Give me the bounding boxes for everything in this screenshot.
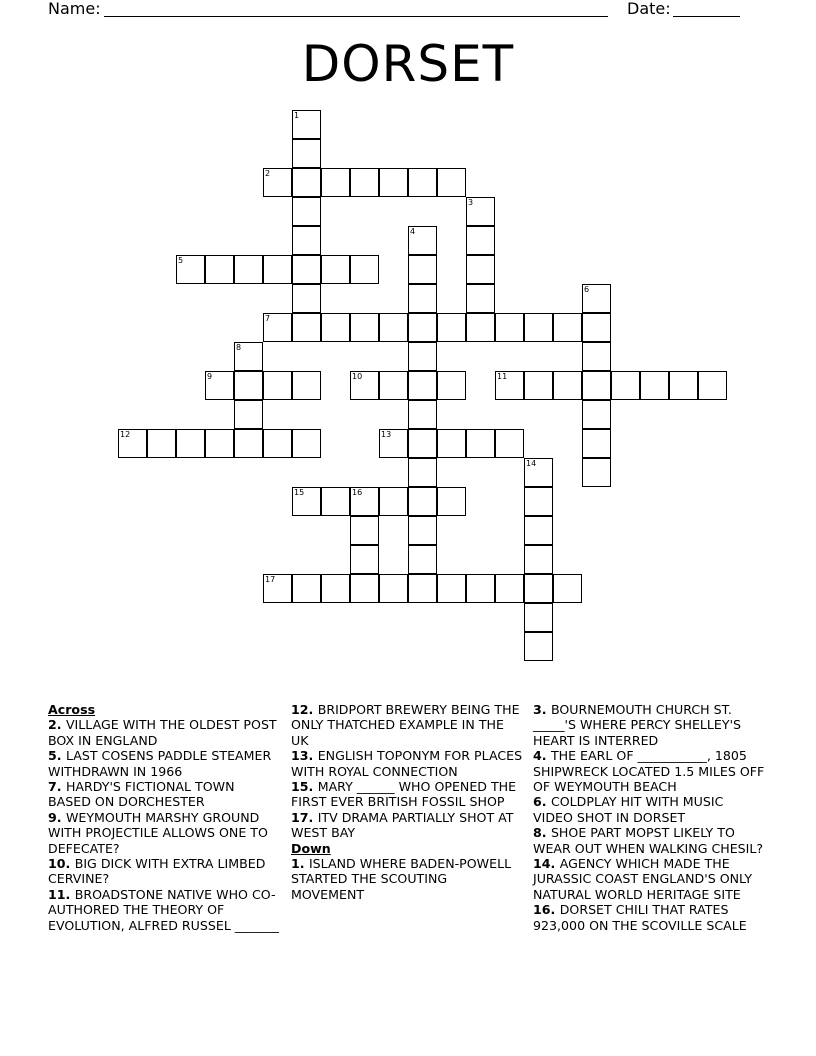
crossword-cell[interactable] — [408, 516, 437, 545]
clue-number: 2 — [265, 169, 271, 178]
clue-number: 11 — [497, 372, 508, 381]
crossword-cell[interactable] — [582, 371, 611, 400]
clue-number: 5 — [178, 256, 184, 265]
across-clue — [291, 702, 523, 748]
clue-text: ENGLISH TOPONYM FOR PLACES WITH ROYAL CONNECTION — [291, 748, 523, 779]
crossword-cell[interactable] — [263, 313, 292, 342]
clue-number-label: 1. — [291, 856, 309, 872]
clue-text: DORSET CHILI THAT RATES 923,000 ON THE SCOVILLE SCALE — [533, 902, 747, 933]
crossword-cell[interactable] — [408, 313, 437, 342]
clue-number-label: 8. — [533, 825, 551, 841]
crossword-cell[interactable] — [466, 226, 495, 255]
clue-number-label: 2. — [48, 717, 66, 733]
crossword-cell[interactable] — [234, 371, 263, 400]
crossword-cell[interactable] — [408, 226, 437, 255]
crossword-cell[interactable] — [437, 371, 466, 400]
down-clue — [291, 856, 523, 902]
clue-text: AGENCY WHICH MADE THE JURASSIC COAST ENGLAND'S ONLY NATURAL WORLD HERITAGE SITE — [533, 856, 753, 902]
crossword-cell[interactable] — [408, 458, 437, 487]
crossword-cell[interactable] — [350, 574, 379, 603]
name-label: Name: — [48, 0, 101, 18]
crossword-cell[interactable] — [524, 516, 553, 545]
crossword-cell[interactable] — [408, 400, 437, 429]
crossword-cell[interactable] — [321, 313, 350, 342]
clue-number-label: 6. — [533, 794, 551, 810]
crossword-cell[interactable] — [321, 255, 350, 284]
crossword-cell[interactable] — [263, 255, 292, 284]
clue-number: 17 — [265, 575, 276, 584]
crossword-cell[interactable] — [611, 371, 640, 400]
crossword-cell[interactable] — [408, 342, 437, 371]
down-clue — [533, 748, 765, 794]
across-clue — [48, 717, 280, 748]
crossword-cell[interactable] — [408, 371, 437, 400]
crossword-cell[interactable] — [524, 603, 553, 632]
crossword-cell[interactable] — [466, 574, 495, 603]
crossword-cell[interactable] — [292, 197, 321, 226]
clue-number: 8 — [236, 343, 242, 352]
crossword-cell[interactable] — [205, 371, 234, 400]
clue-number-label: 5. — [48, 748, 66, 764]
clue-number-label: 17. — [291, 809, 318, 825]
clue-text: THE EARL OF ___________, 1805 SHIPWRECK LOCATED 1.5 MILES OFF OF WEYMOUTH BEACH — [533, 748, 765, 795]
crossword-cell[interactable] — [495, 574, 524, 603]
crossword-cell[interactable] — [553, 574, 582, 603]
clue-column-1 — [48, 702, 280, 933]
clue-number-label: 7. — [48, 779, 66, 795]
clue-number-label: 15. — [291, 779, 318, 795]
crossword-cell[interactable] — [292, 226, 321, 255]
clue-number: 13 — [381, 430, 392, 439]
crossword-cell[interactable] — [292, 139, 321, 168]
crossword-cell[interactable] — [350, 255, 379, 284]
crossword-cell[interactable] — [698, 371, 727, 400]
crossword-cell[interactable] — [379, 574, 408, 603]
crossword-cell[interactable] — [437, 574, 466, 603]
crossword-cell[interactable] — [495, 429, 524, 458]
clue-number-label: 16. — [533, 902, 560, 918]
crossword-cell[interactable] — [263, 168, 292, 197]
across-clue — [48, 748, 280, 779]
crossword-cell[interactable] — [205, 429, 234, 458]
clue-number-label: 10. — [48, 856, 75, 872]
clue-heading: Across — [48, 702, 96, 717]
crossword-cell[interactable] — [582, 429, 611, 458]
crossword-cell[interactable] — [582, 284, 611, 313]
clue-text: VILLAGE WITH THE OLDEST POST BOX IN ENGLAND — [48, 717, 277, 748]
clue-text: SHOE PART MOPST LIKELY TO WEAR OUT WHEN WALKING CHESIL? — [533, 825, 764, 856]
across-clue — [48, 810, 280, 856]
crossword-cell[interactable] — [466, 313, 495, 342]
down-clue — [533, 702, 765, 748]
crossword-cell[interactable] — [176, 255, 205, 284]
across-clue — [48, 856, 280, 887]
crossword-cell[interactable] — [292, 168, 321, 197]
crossword-cell[interactable] — [466, 429, 495, 458]
crossword-cell[interactable] — [640, 371, 669, 400]
clue-text: BIG DICK WITH EXTRA LIMBED CERVINE? — [48, 856, 266, 887]
crossword-cell[interactable] — [408, 545, 437, 574]
crossword-cell[interactable] — [321, 574, 350, 603]
crossword-cell[interactable] — [350, 313, 379, 342]
crossword-cell[interactable] — [379, 313, 408, 342]
across-clue — [291, 810, 523, 841]
crossword-cell[interactable] — [669, 371, 698, 400]
crossword-cell[interactable] — [292, 371, 321, 400]
clue-number: 9 — [207, 372, 213, 381]
crossword-cell[interactable] — [176, 429, 205, 458]
crossword-cell[interactable] — [582, 400, 611, 429]
clue-text: BROADSTONE NATIVE WHO CO-AUTHORED THE THEORY OF EVOLUTION, ALFRED RUSSEL _______ — [48, 886, 279, 933]
crossword-cell[interactable] — [466, 284, 495, 313]
crossword-cell[interactable] — [350, 168, 379, 197]
clue-number-label: 14. — [533, 856, 560, 872]
crossword-cell[interactable] — [350, 545, 379, 574]
crossword-cell[interactable] — [234, 342, 263, 371]
crossword-cell[interactable] — [495, 371, 524, 400]
crossword-cell[interactable] — [437, 429, 466, 458]
crossword-cell[interactable] — [524, 487, 553, 516]
crossword-cell[interactable] — [466, 255, 495, 284]
crossword-cell[interactable] — [350, 371, 379, 400]
across-clue — [48, 887, 280, 933]
date-label: Date: — [627, 0, 671, 18]
crossword-cell[interactable] — [321, 487, 350, 516]
crossword-cell[interactable] — [524, 545, 553, 574]
crossword-cell[interactable] — [263, 371, 292, 400]
clue-column-2 — [291, 702, 523, 902]
clue-number-label: 9. — [48, 809, 66, 825]
crossword-cell[interactable] — [408, 429, 437, 458]
clue-number: 6 — [584, 285, 590, 294]
crossword-cell[interactable] — [524, 313, 553, 342]
clue-number-label: 3. — [533, 702, 551, 717]
crossword-cell[interactable] — [379, 487, 408, 516]
crossword-cell[interactable] — [437, 487, 466, 516]
crossword-cell[interactable] — [350, 487, 379, 516]
clue-text: COLDPLAY HIT WITH MUSIC VIDEO SHOT IN DORSET — [533, 794, 724, 825]
across-clue — [291, 748, 523, 779]
clue-text: WEYMOUTH MARSHY GROUND WITH PROJECTILE ALLOWS ONE TO DEFECATE? — [48, 809, 268, 856]
clue-text: BOURNEMOUTH CHURCH ST. _____'S WHERE PERCY SHELLEY'S HEART IS INTERRED — [533, 702, 742, 748]
crossword-cell[interactable] — [292, 487, 321, 516]
crossword-cell[interactable] — [437, 313, 466, 342]
page-title: DORSET — [301, 35, 515, 93]
crossword-cell[interactable] — [234, 400, 263, 429]
crossword-cell[interactable] — [292, 284, 321, 313]
clue-number-label: 11. — [48, 886, 75, 902]
across-clue — [291, 779, 523, 810]
clue-text: HARDY'S FICTIONAL TOWN BASED ON DORCHESTER — [48, 779, 235, 810]
crossword-cell[interactable] — [437, 168, 466, 197]
crossword-cell[interactable] — [292, 429, 321, 458]
crossword-cell[interactable] — [553, 371, 582, 400]
crossword-cell[interactable] — [524, 574, 553, 603]
clue-text: ITV DRAMA PARTIALLY SHOT AT WEST BAY — [291, 809, 514, 841]
clue-text: BRIDPORT BREWERY BEING THE ONLY THATCHED EXAMPLE IN THE UK — [291, 702, 520, 748]
clue-number: 4 — [410, 227, 416, 236]
clue-number: 10 — [352, 372, 363, 381]
clue-number: 15 — [294, 488, 305, 497]
clue-number-label: 12. — [291, 702, 318, 717]
crossword-cell[interactable] — [321, 168, 350, 197]
clue-number-label: 4. — [533, 748, 551, 764]
crossword-cell[interactable] — [524, 371, 553, 400]
clue-heading: Down — [291, 840, 331, 856]
crossword-cell[interactable] — [524, 458, 553, 487]
crossword-cell[interactable] — [234, 255, 263, 284]
down-clue — [533, 902, 765, 933]
clue-number: 12 — [120, 430, 131, 439]
crossword-cell[interactable] — [379, 429, 408, 458]
clue-number: 3 — [468, 198, 474, 207]
clue-text: LAST COSENS PADDLE STEAMER WITHDRAWN IN 1966 — [48, 748, 272, 779]
crossword-cell[interactable] — [553, 313, 582, 342]
crossword-cell[interactable] — [379, 371, 408, 400]
crossword-cell[interactable] — [408, 487, 437, 516]
clue-number: 7 — [265, 314, 271, 323]
crossword-cell[interactable] — [292, 255, 321, 284]
crossword-cell[interactable] — [582, 458, 611, 487]
down-clue — [533, 856, 765, 902]
crossword-cell[interactable] — [408, 574, 437, 603]
clue-number-label: 13. — [291, 748, 318, 764]
crossword-cell[interactable] — [147, 429, 176, 458]
clue-text: MARY ______ WHO OPENED THE FIRST EVER BRITISH FOSSIL SHOP — [291, 779, 517, 810]
down-clue — [533, 825, 765, 856]
clue-column-3 — [533, 702, 765, 933]
crossword-cell[interactable] — [292, 110, 321, 139]
crossword-cell[interactable] — [379, 168, 408, 197]
clue-number: 1 — [294, 111, 300, 120]
crossword-cell[interactable] — [234, 429, 263, 458]
crossword-cell[interactable] — [350, 516, 379, 545]
crossword-cell[interactable] — [408, 255, 437, 284]
crossword-cell[interactable] — [408, 168, 437, 197]
clue-text: ISLAND WHERE BADEN-POWELL STARTED THE SCOUTING MOVEMENT — [291, 856, 512, 902]
crossword-cell[interactable] — [582, 342, 611, 371]
crossword-cell[interactable] — [582, 313, 611, 342]
crossword-cell[interactable] — [205, 255, 234, 284]
crossword-cell[interactable] — [466, 197, 495, 226]
down-clue — [533, 794, 765, 825]
crossword-cell[interactable] — [524, 632, 553, 661]
crossword-cell[interactable] — [292, 313, 321, 342]
crossword-cell[interactable] — [118, 429, 147, 458]
crossword-cell[interactable] — [408, 284, 437, 313]
crossword-cell[interactable] — [263, 574, 292, 603]
across-clue — [48, 779, 280, 810]
clue-number: 16 — [352, 488, 363, 497]
crossword-cell[interactable] — [263, 429, 292, 458]
crossword-cell[interactable] — [495, 313, 524, 342]
clue-number: 14 — [526, 459, 537, 468]
crossword-cell[interactable] — [292, 574, 321, 603]
